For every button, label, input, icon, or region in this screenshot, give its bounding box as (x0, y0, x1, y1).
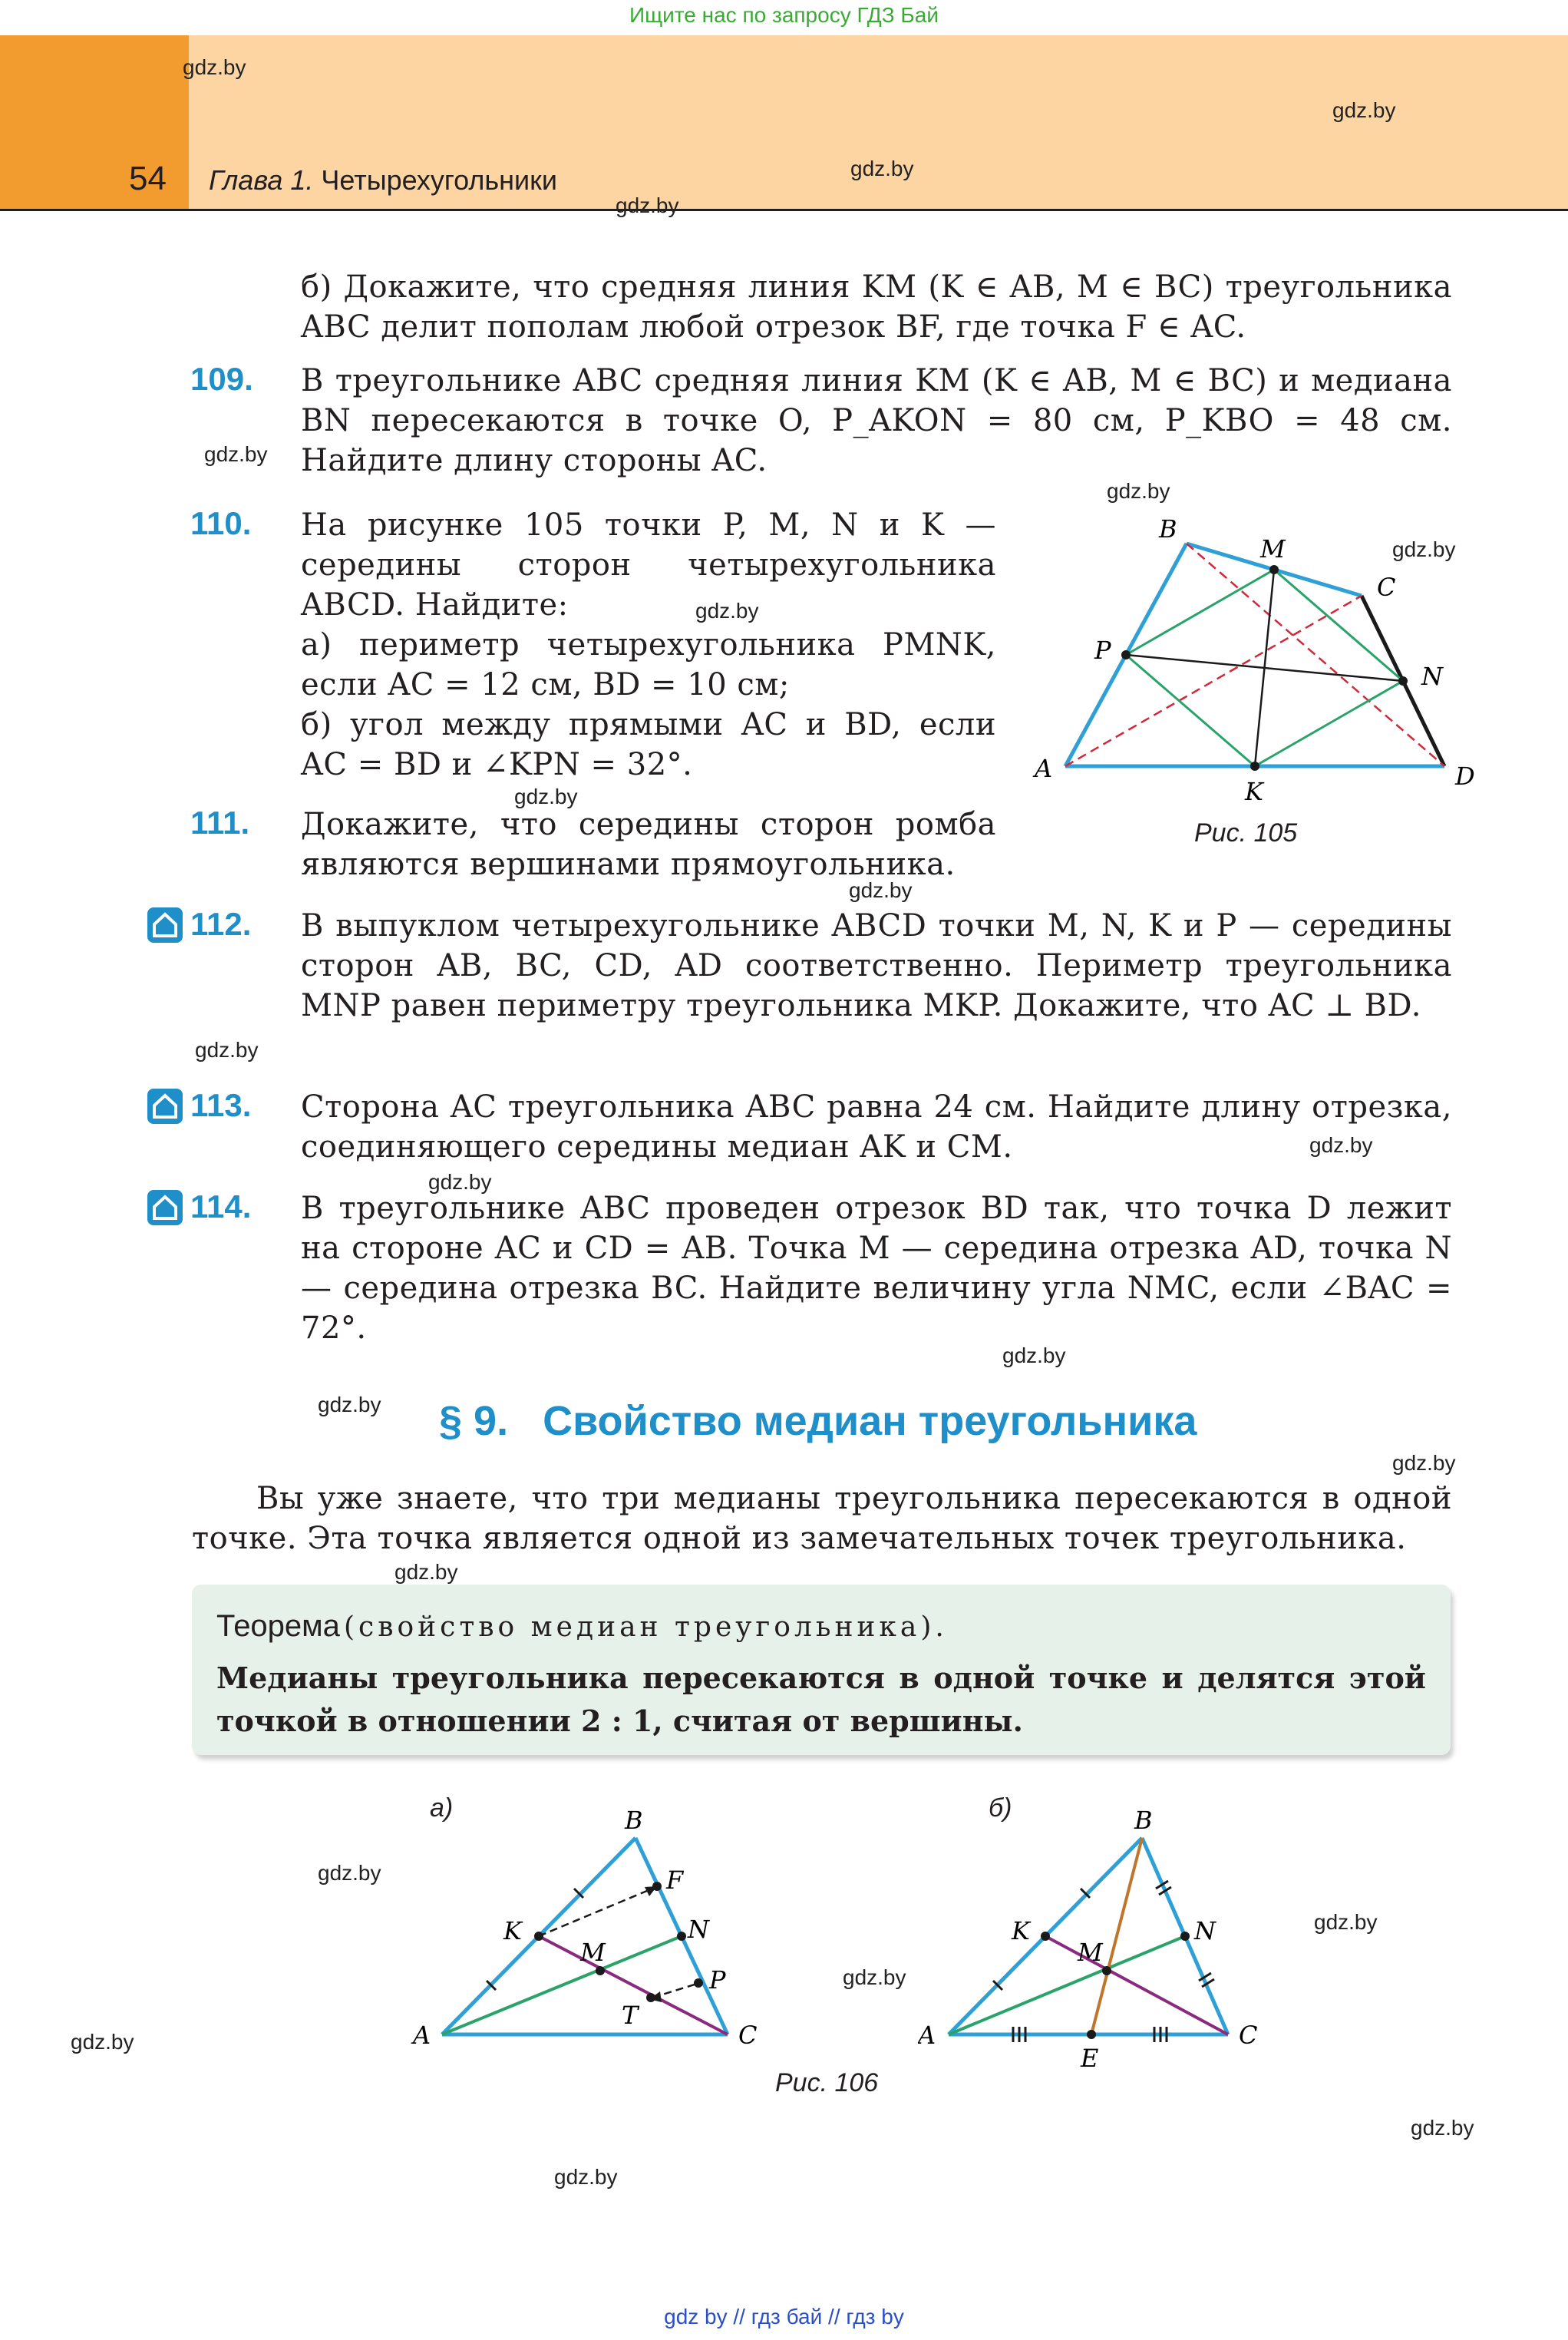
chapter-prefix: Глава 1. (209, 164, 314, 196)
problem-number-113: 113. (190, 1087, 252, 1123)
figure-105 (1021, 499, 1512, 837)
median-be (1091, 1838, 1142, 2034)
watermark: gdz.by (695, 599, 759, 623)
intro-text: Вы уже знаете, что три медианы треугольника пересекаются в одной точке. Эта точка является одной из замечательных точек треугольника. (192, 1481, 1452, 1556)
watermark: gdz.by (318, 1861, 381, 1885)
point-m (596, 1966, 605, 1975)
point-p (1121, 650, 1131, 659)
label-a: A (413, 2021, 431, 2050)
label-k: K (1012, 1916, 1030, 1945)
watermark: gdz.by (1411, 2116, 1474, 2140)
watermark: gdz.by (1392, 537, 1456, 561)
watermark: gdz.by (204, 442, 268, 466)
point-n (1398, 676, 1408, 686)
watermark: gdz.by (394, 1560, 458, 1584)
label-m: M (580, 1938, 606, 1967)
median-an (949, 1936, 1185, 2034)
problem-number-111: 111. (190, 805, 250, 841)
watermark: gdz.by (514, 785, 578, 808)
label-a: A (918, 2021, 936, 2050)
point-p (694, 1978, 703, 1988)
dashed-kf (539, 1889, 652, 1936)
theorem-box (192, 1585, 1451, 1755)
theorem-subtitle: (свойство медиан треугольника). (344, 1611, 948, 1643)
watermark: gdz.by (1314, 1910, 1378, 1934)
label-p: P (1094, 636, 1111, 665)
problem-110-b: б) угол между прямыми AC и BD, если AC = BD и ∠KPN = 32°. (301, 707, 996, 782)
label-t: T (622, 2001, 639, 2030)
label-m: M (1260, 534, 1286, 564)
watermark: gdz.by (850, 157, 914, 180)
watermark: gdz.by (428, 1170, 492, 1194)
watermark: gdz.by (71, 2030, 134, 2054)
point-e (1087, 2030, 1096, 2039)
point-n (677, 1932, 686, 1941)
watermark: gdz.by (616, 193, 679, 217)
median-ck (1045, 1936, 1228, 2034)
watermark: gdz.by (183, 55, 246, 79)
label-b: B (1134, 1806, 1153, 1835)
label-n: N (1421, 662, 1443, 691)
watermark: gdz.by (554, 2165, 618, 2189)
point-t (646, 1993, 655, 2002)
home-icon (147, 1190, 183, 1225)
problem-number-109: 109. (190, 361, 253, 397)
theorem-body: Медианы треугольника пересекаются в одной точке и делятся этой точкой в отношении 2 : 1, считая от вершины. (216, 1661, 1426, 1738)
theorem-heading (216, 1609, 948, 1644)
watermark: gdz.by (1392, 1451, 1456, 1475)
median-an (442, 1936, 682, 2034)
figure-105-caption: Рис. 105 (1194, 818, 1298, 848)
problem-number-110: 110. (190, 505, 252, 541)
label-a: A (1035, 754, 1053, 783)
chapter-name: Четырехугольники (321, 164, 558, 196)
label-d: D (1455, 762, 1475, 791)
label-e: E (1081, 2044, 1099, 2073)
label-b: B (1159, 514, 1177, 544)
label-c: C (1377, 573, 1396, 602)
label-f: F (666, 1866, 684, 1895)
label-c: C (1239, 2021, 1258, 2050)
watermark: gdz.by (318, 1393, 381, 1416)
problem-108b-text: б) Докажите, что средняя линия KM (K ∈ AB, M ∈ BC) треугольника ABC делит пополам любой отрезок BF, где точка F ∈ AC. (301, 269, 1452, 345)
problem-110-text: На рисунке 105 точки P, M, N и K — середины сторон четырехугольника ABCD. Найдите: (301, 507, 996, 623)
label-p: P (709, 1965, 726, 1995)
figure-106b (918, 1796, 1317, 2073)
problem-111-text: Докажите, что середины сторон ромба являются вершинами прямоугольника. (301, 807, 996, 882)
point-m (1102, 1966, 1111, 1975)
label-n: N (688, 1915, 709, 1944)
watermark: gdz.by (1332, 98, 1396, 122)
label-k: K (503, 1916, 522, 1945)
header-rule (0, 209, 1568, 211)
label-c: C (738, 2021, 758, 2050)
figure-106b-label: б) (989, 1793, 1012, 1823)
watermark: gdz.by (195, 1038, 259, 1062)
point-n (1180, 1932, 1190, 1941)
watermark: gdz.by (1107, 479, 1170, 503)
label-b: B (625, 1806, 643, 1835)
problem-number-112: 112. (190, 906, 252, 942)
problem-114-text: В треугольнике ABC проведен отрезок BD так, что точка D лежит на стороне AC и CD = AB. Точка M — середина отрезка AD, точка N — середина отрезка BC. Найдите величину угла NMC, если ∠BAC = 72°. (301, 1191, 1452, 1346)
page-number: 54 (129, 160, 167, 197)
label-k: K (1245, 777, 1263, 806)
section-title: § 9. Свойство медиан треугольника (439, 1398, 1197, 1444)
point-k (1250, 762, 1259, 771)
point-k (534, 1932, 543, 1941)
diagonal-bd (1187, 544, 1444, 766)
problem-113-text: Сторона AC треугольника ABC равна 24 см. Найдите длину отрезка, соединяющего середины медиан AK и CM. (301, 1089, 1452, 1165)
figure-106a-label: а) (430, 1793, 454, 1823)
chapter-title (209, 164, 557, 197)
label-m: M (1078, 1938, 1103, 1967)
point-f (652, 1882, 662, 1891)
point-m (1269, 565, 1279, 574)
problem-110-a: а) периметр четырехугольника PMNK, если AC = 12 см, BD = 10 см; (301, 627, 996, 702)
figure-106a (399, 1796, 783, 2057)
problem-number-114: 114. (190, 1188, 252, 1225)
home-icon (147, 907, 183, 943)
problem-109-text: В треугольнике ABC средняя линия KM (K ∈ AB, M ∈ BC) и медиана BN пересекаются в точке O, P_AKON = 80 см, P_KBO = 48 см. Найдите длину стороны AC. (301, 363, 1452, 478)
figure-106-caption: Рис. 106 (775, 2068, 879, 2097)
point-k (1041, 1932, 1050, 1941)
problem-112-text: В выпуклом четырехугольнике ABCD точки M, N, K и P — середины сторон AB, BC, CD, AD соответственно. Периметр треугольника MNP равен периметру треугольника MKP. Докажите, что AC ⊥ BD. (301, 908, 1452, 1023)
home-icon (147, 1089, 183, 1124)
watermark: gdz.by (1002, 1344, 1066, 1367)
footer-links[interactable]: gdz by // гдз бай // гдз by (664, 2305, 904, 2328)
watermark: gdz.by (843, 1965, 906, 1989)
label-n: N (1194, 1916, 1216, 1945)
theorem-label: Теорема (216, 1609, 340, 1643)
watermark: gdz.by (1309, 1133, 1373, 1157)
watermark: gdz.by (849, 878, 913, 902)
top-banner[interactable]: Ищите нас по запросу ГДЗ Бай (629, 3, 939, 27)
